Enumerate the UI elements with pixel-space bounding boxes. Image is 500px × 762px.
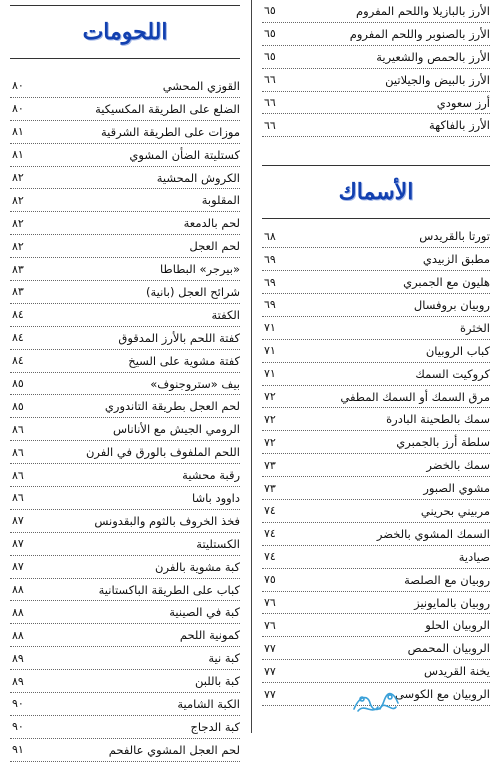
fish-entry: [262, 500, 490, 523]
fish-entry: [262, 248, 490, 271]
entry-page-number: ٨٥: [12, 377, 24, 391]
entry-page-number: ٦٦: [264, 73, 276, 87]
fish-entry: [262, 523, 490, 546]
entry-title: يخنة القريدس: [423, 664, 490, 679]
entry-title: أرز سعودي: [436, 95, 490, 110]
entry-title: مشوي الصبور: [423, 481, 490, 496]
fish-entry: [262, 408, 490, 431]
fish-entry: [262, 592, 490, 615]
entry-title: الأرز بالصنوبر واللحم المفروم: [349, 26, 490, 41]
meats-entry: [10, 304, 240, 327]
entry-title: شرائح العجل (بانية): [145, 284, 240, 299]
meats-entry: [10, 647, 240, 670]
entry-page-number: ٨٢: [12, 216, 24, 230]
entry-title: بيف «ستروجنوف»: [150, 376, 240, 391]
entry-title: سلطة أرز بالجمبري: [396, 435, 490, 450]
meats-entry: [10, 487, 240, 510]
entry-page-number: ٦٥: [264, 4, 276, 18]
meats-entry: [10, 350, 240, 373]
fish-list: [262, 225, 490, 706]
entry-title: كروكيت السمك: [415, 366, 490, 381]
entry-title: الأرز بالحمص والشعيرية: [376, 49, 490, 64]
entry-title: لحم العجل: [189, 239, 240, 254]
entry-title: الكستليتة: [196, 536, 240, 551]
entry-page-number: ٧١: [264, 367, 276, 381]
entry-page-number: ٨٠: [12, 102, 24, 116]
entry-title: الروبيان المحمص: [407, 641, 490, 656]
fish-entry: [262, 454, 490, 477]
meats-entry: [10, 98, 240, 121]
entry-page-number: ٦٥: [264, 50, 276, 64]
entry-title: كباب على الطريقة الباكستانية: [98, 582, 240, 597]
entry-title: فخذ الخروف بالثوم والبقدونس: [94, 513, 240, 528]
entry-title: كبة باللبن: [194, 674, 240, 689]
entry-page-number: ٨٦: [12, 468, 24, 482]
rice-list: [262, 0, 490, 137]
meats-entry: [10, 533, 240, 556]
entry-title: لحم العجل بطريقة التاندوري: [104, 399, 240, 414]
entry-page-number: ٧٦: [264, 618, 276, 632]
fish-heading-title: الأسماك: [338, 179, 414, 206]
meats-heading: [10, 5, 240, 59]
entry-title: اللحم الملفوف بالورق في الفرن: [85, 445, 240, 460]
entry-title: كبة مشوية بالفرن: [155, 559, 240, 574]
entry-page-number: ٦٩: [264, 252, 276, 266]
meats-list: [10, 75, 240, 762]
entry-page-number: ٨١: [12, 125, 24, 139]
meats-entry: [10, 601, 240, 624]
entry-title: كفتة اللحم بالأرز المدقوق: [118, 330, 240, 345]
entry-title: كباب الروبيان: [425, 343, 490, 358]
entry-page-number: ٩١: [12, 743, 24, 757]
entry-title: تورتا بالقريدس: [419, 229, 490, 244]
entry-title: سمك بالطحينة البادرة: [386, 412, 490, 427]
entry-page-number: ٧٧: [264, 641, 276, 655]
meats-entry: [10, 258, 240, 281]
fish-entry: [262, 225, 490, 248]
fish-heading: [262, 165, 490, 219]
meats-entry: [10, 418, 240, 441]
entry-page-number: ٧٢: [264, 390, 276, 404]
entry-title: داوود باشا: [191, 490, 240, 505]
fish-entry: [262, 637, 490, 660]
entry-page-number: ٧٣: [264, 458, 276, 472]
entry-page-number: ٨٦: [12, 491, 24, 505]
meats-entry: [10, 464, 240, 487]
entry-title: الكفتة: [211, 307, 240, 322]
entry-page-number: ٨٣: [12, 262, 24, 276]
meats-entry: [10, 441, 240, 464]
meats-entry: [10, 327, 240, 350]
rice-entry: [262, 46, 490, 69]
entry-page-number: ٧٧: [264, 687, 276, 701]
entry-page-number: ٨٨: [12, 583, 24, 597]
entry-page-number: ٩٠: [12, 697, 24, 711]
meats-entry: [10, 739, 240, 762]
entry-page-number: ٦٨: [264, 229, 276, 243]
entry-page-number: ٧٤: [264, 527, 276, 541]
entry-page-number: ٦٦: [264, 118, 276, 132]
rice-fish-column: [262, 0, 490, 706]
entry-title: كمونية اللحم: [179, 628, 240, 643]
entry-title: المقلوبة: [201, 193, 240, 208]
fish-entry: [262, 660, 490, 683]
entry-title: موزات على الطريقة الشرقية: [101, 124, 240, 139]
entry-page-number: ٨٢: [12, 239, 24, 253]
entry-title: مرق السمك أو السمك المطفي: [340, 389, 490, 404]
entry-page-number: ٧٢: [264, 435, 276, 449]
entry-title: سمك بالخضر: [426, 458, 490, 473]
entry-page-number: ٨٧: [12, 514, 24, 528]
entry-title: روبيان بالمايونيز: [414, 595, 490, 610]
rice-entry: [262, 23, 490, 46]
fish-entry: [262, 294, 490, 317]
entry-page-number: ٧١: [264, 321, 276, 335]
fish-entry: [262, 363, 490, 386]
entry-page-number: ٨٤: [12, 331, 24, 345]
entry-page-number: ٨٢: [12, 171, 24, 184]
entry-title: لحم العجل المشوي عالفحم: [108, 742, 240, 757]
entry-title: كبة نية: [208, 651, 240, 666]
entry-page-number: ٨١: [12, 148, 24, 162]
rice-entry: [262, 69, 490, 92]
meats-entry: [10, 624, 240, 647]
meats-entry: [10, 212, 240, 235]
entry-title: الكبة الشامية: [177, 696, 240, 711]
meats-entry: [10, 189, 240, 212]
entry-page-number: ٧٧: [264, 664, 276, 678]
meats-entry: [10, 510, 240, 533]
meats-entry: [10, 716, 240, 739]
entry-title: رقبة محشية: [182, 468, 240, 483]
fish-entry: [262, 317, 490, 340]
entry-page-number: ٧٤: [264, 504, 276, 518]
meats-entry: [10, 395, 240, 418]
meats-entry: [10, 167, 240, 190]
entry-title: مطبق الزبيدي: [422, 252, 490, 267]
entry-title: القوزي المحشي: [162, 78, 240, 93]
entry-page-number: ٨٥: [12, 399, 24, 413]
fish-entry: [262, 546, 490, 569]
fish-entry: [262, 569, 490, 592]
entry-page-number: ٨٦: [12, 422, 24, 436]
entry-title: الروبيان مع الكوسى: [394, 687, 490, 702]
entry-page-number: ٨٤: [12, 354, 24, 368]
entry-page-number: ٨٧: [12, 537, 24, 551]
entry-title: الأرز بالبيض والجيلاتين: [385, 72, 490, 87]
column-divider: [251, 0, 252, 733]
entry-page-number: ٦٩: [264, 275, 276, 289]
fish-entry: [262, 614, 490, 637]
meats-entry: [10, 693, 240, 716]
entry-title: لحم بالدمعة: [183, 216, 240, 231]
entry-title: صيادية: [458, 549, 490, 564]
entry-page-number: ٨٩: [12, 651, 24, 665]
entry-title: كبة الدجاج: [190, 719, 240, 734]
entry-page-number: ٨٩: [12, 674, 24, 688]
entry-page-number: ٨٣: [12, 285, 24, 299]
rice-entry: [262, 92, 490, 115]
fish-entry: [262, 271, 490, 294]
entry-page-number: ٩٠: [12, 720, 24, 734]
meats-entry: [10, 579, 240, 602]
rice-entry: [262, 0, 490, 23]
fish-entry: [262, 477, 490, 500]
meats-entry: [10, 144, 240, 167]
entry-page-number: ٧٤: [264, 550, 276, 564]
decorative-ornament-icon: [350, 688, 402, 718]
entry-page-number: ٦٥: [264, 27, 276, 41]
entry-title: كبة في الصينية: [169, 605, 240, 620]
entry-title: الضلع على الطريقة المكسيكية: [95, 101, 240, 116]
entry-page-number: ٨٤: [12, 308, 24, 322]
entry-title: الخثرة: [460, 320, 490, 335]
entry-page-number: ٧٢: [264, 412, 276, 426]
meats-entry: [10, 121, 240, 144]
fish-entry: [262, 340, 490, 363]
rice-entry: [262, 114, 490, 137]
fish-entry: [262, 386, 490, 409]
entry-title: روبيان بروفسال: [413, 297, 490, 312]
entry-page-number: ٨٠: [12, 79, 24, 93]
entry-title: كستليتة الضأن المشوي: [129, 147, 240, 162]
entry-title: الرومي الجيش مع الأناناس: [112, 422, 240, 437]
entry-title: هليون مع الجمبري: [403, 275, 490, 290]
meats-column: [10, 0, 240, 762]
meats-entry: [10, 281, 240, 304]
meats-entry: [10, 373, 240, 396]
entry-page-number: ٨٧: [12, 560, 24, 574]
entry-page-number: ٦٦: [264, 96, 276, 109]
entry-page-number: ٨٦: [12, 445, 24, 459]
meats-entry: [10, 235, 240, 258]
entry-title: الروبيان الحلو: [425, 618, 490, 633]
meats-entry: [10, 556, 240, 579]
meats-entry: [10, 670, 240, 693]
entry-title: الأرز بالفاكهة: [429, 118, 490, 133]
entry-title: كفتة مشوية على السيخ: [128, 353, 240, 368]
meats-entry: [10, 75, 240, 98]
entry-title: مربيني بحريني: [420, 503, 490, 518]
entry-page-number: ٧٥: [264, 573, 276, 587]
entry-title: الأرز بالبازيلا واللحم المفروم: [356, 3, 490, 18]
fish-entry: [262, 431, 490, 454]
entry-page-number: ٨٨: [12, 605, 24, 619]
entry-title: روبيان مع الصلصة: [404, 572, 490, 587]
entry-page-number: ٧١: [264, 344, 276, 358]
entry-title: «بيرجر» البطاطا: [160, 262, 240, 277]
entry-page-number: ٨٨: [12, 628, 24, 642]
entry-page-number: ٧٣: [264, 481, 276, 495]
entry-page-number: ٦٩: [264, 298, 276, 312]
meats-heading-title: اللحومات: [82, 19, 168, 45]
entry-page-number: ٨٢: [12, 193, 24, 207]
entry-page-number: ٧٦: [264, 596, 276, 610]
entry-title: السمك المشوي بالخضر: [376, 526, 490, 541]
entry-title: الكروش المحشية: [156, 170, 240, 185]
